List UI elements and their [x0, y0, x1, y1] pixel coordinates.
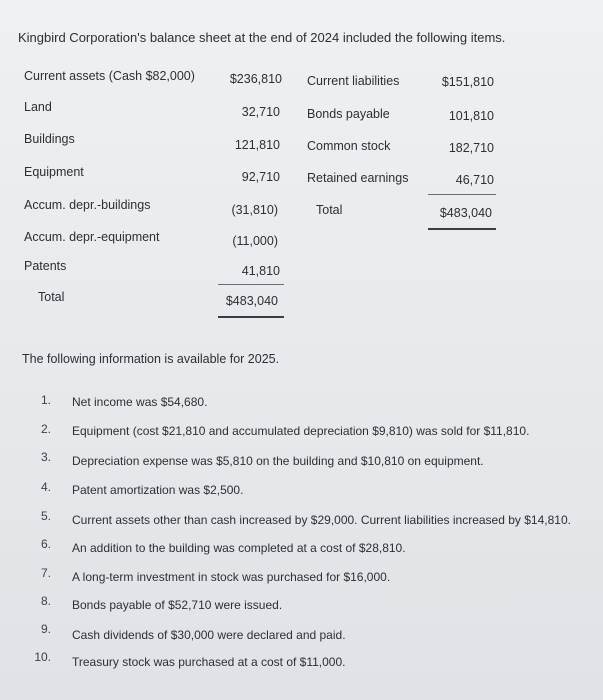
item-text: Patent amortization was $2,500.: [72, 483, 244, 497]
asset-amount-equipment: 92,710: [241, 170, 280, 184]
item-number: 6.: [40, 537, 51, 551]
available-info-heading: The following information is available for 2025.: [22, 352, 280, 366]
item-text: Treasury stock was purchased at a cost of $11,000.: [72, 655, 346, 669]
liab-amount-current-liabilities: $151,810: [441, 75, 494, 89]
asset-amount-current-assets: $236,810: [229, 72, 282, 86]
liab-amount-bonds-payable: 101,810: [448, 109, 494, 123]
equity-amount-retained-earnings: 46,710: [455, 173, 494, 187]
asset-label-patents: Patents: [24, 259, 67, 273]
asset-label-accum-depr-buildings: Accum. depr.-buildings: [24, 198, 151, 212]
intro-text: Kingbird Corporation's balance sheet at the end of 2024 included the following items.: [18, 30, 506, 45]
item-text: Current assets other than cash increased by $29,000. Current liabilities increased by $14,810.: [72, 513, 571, 527]
item-number: 5.: [40, 509, 51, 523]
equity-amount-common-stock: 182,710: [448, 141, 494, 155]
equity-label-common-stock: Common stock: [307, 139, 391, 153]
liab-label-bonds-payable: Bonds payable: [307, 107, 390, 121]
item-number: 1.: [40, 393, 51, 407]
asset-amount-accum-depr-buildings: (31,810): [231, 203, 278, 217]
item-number: 2.: [40, 422, 51, 436]
assets-subtotal-rule: [218, 284, 284, 285]
asset-amount-patents: 41,810: [241, 264, 280, 278]
assets-total-double-rule: [218, 316, 284, 318]
liab-subtotal-rule: [428, 194, 496, 195]
asset-label-equipment: Equipment: [24, 165, 84, 179]
item-number: 4.: [40, 480, 51, 494]
asset-amount-land: 32,710: [241, 105, 280, 119]
item-text: Net income was $54,680.: [72, 395, 208, 409]
item-number: 9.: [40, 622, 51, 636]
asset-label-land: Land: [24, 100, 52, 114]
item-text: Bonds payable of $52,710 were issued.: [72, 598, 283, 612]
item-text: An addition to the building was completed at a cost of $28,810.: [72, 541, 406, 555]
item-text: Equipment (cost $21,810 and accumulated depreciation $9,810) was sold for $11,810.: [72, 424, 530, 438]
item-number: 8.: [40, 594, 51, 608]
item-text: Depreciation expense was $5,810 on the building and $10,810 on equipment.: [72, 454, 484, 468]
asset-amount-buildings: 121,810: [234, 138, 280, 152]
item-text: A long-term investment in stock was purchased for $16,000.: [72, 570, 391, 584]
item-number: 7.: [40, 566, 51, 580]
asset-label-buildings: Buildings: [24, 132, 75, 146]
liab-total-double-rule: [428, 228, 496, 230]
asset-label-accum-depr-equipment: Accum. depr.-equipment: [24, 230, 160, 244]
liab-label-current-liabilities: Current liabilities: [307, 74, 400, 88]
item-number: 10.: [34, 650, 51, 664]
equity-label-retained-earnings: Retained earnings: [307, 171, 409, 185]
asset-amount-accum-depr-equipment: (11,000): [232, 234, 278, 248]
liab-amount-total: $483,040: [439, 206, 492, 220]
liab-label-total: Total: [316, 203, 343, 217]
asset-amount-total: $483,040: [225, 294, 278, 308]
item-text: Cash dividends of $30,000 were declared and paid.: [72, 628, 346, 642]
asset-label-current-assets: Current assets (Cash $82,000): [24, 69, 195, 83]
asset-label-total: Total: [38, 290, 65, 304]
item-number: 3.: [40, 450, 51, 464]
